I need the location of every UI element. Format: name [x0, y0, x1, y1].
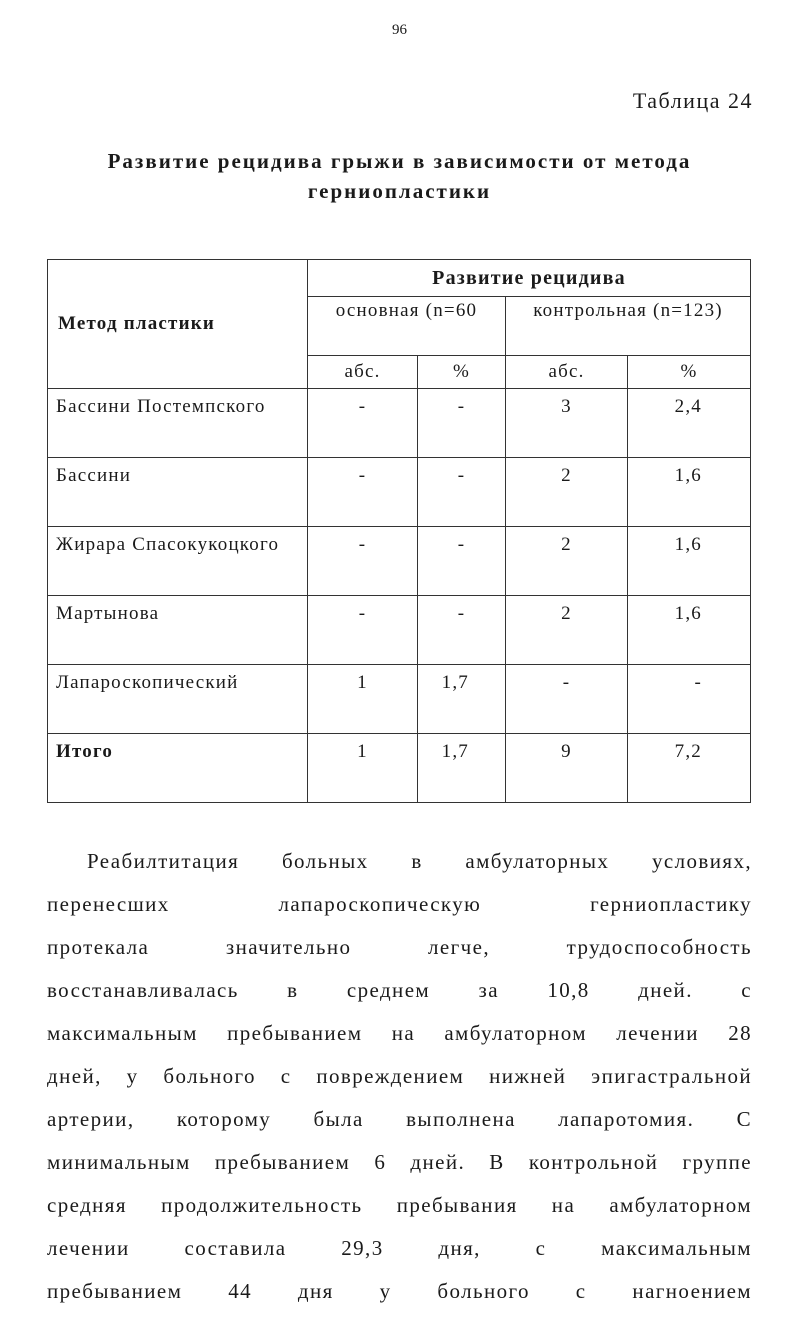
header-main-pct: % [418, 356, 506, 389]
control-pct-cell: 1,6 [628, 458, 751, 527]
header-method: Метод пластики [48, 260, 308, 389]
main-abs-cell: 1 [308, 665, 418, 734]
table-row [48, 389, 751, 458]
control-abs-cell: 3 [506, 389, 628, 458]
text-line: минимальным пребыванием 6 дней. В контрольной группе [47, 1150, 752, 1174]
header-main-abs: абс. [308, 356, 418, 389]
main-abs-cell: - [308, 527, 418, 596]
method-cell: Бассини Постемпского [48, 389, 308, 458]
method-cell: Мартынова [48, 596, 308, 665]
title-line-1: Развитие рецидива грыжи в зависимости от метода [107, 149, 692, 173]
control-abs-cell: 2 [506, 596, 628, 665]
text-line: максимальным пребыванием на амбулаторном лечении 28 [47, 1021, 752, 1045]
title-line-2: герниопластики [307, 179, 492, 203]
body-paragraph [47, 840, 752, 1313]
text-line: протекала значительно легче, трудоспособность [47, 935, 752, 959]
text-line: лечении составила 29,3 дня, с максимальным [47, 1236, 752, 1260]
table-title [40, 146, 759, 206]
page-number: 96 [392, 22, 407, 38]
control-pct-cell: 1,6 [628, 527, 751, 596]
header-control-group: контрольная (n=123) [506, 297, 751, 356]
main-abs-cell: - [308, 458, 418, 527]
header-control-pct: % [628, 356, 751, 389]
main-abs-cell: 1 [308, 734, 418, 803]
main-abs-cell: - [308, 596, 418, 665]
table-row [48, 665, 751, 734]
control-abs-cell: - [506, 665, 628, 734]
main-pct-cell: 1,7 [418, 665, 506, 734]
method-cell: Лапароскопический [48, 665, 308, 734]
control-abs-cell: 9 [506, 734, 628, 803]
main-pct-cell: - [418, 596, 506, 665]
main-abs-cell: - [308, 389, 418, 458]
control-pct-cell: - [628, 665, 751, 734]
table-row [48, 458, 751, 527]
table-label: Таблица 24 [632, 88, 753, 113]
control-pct-cell: 7,2 [628, 734, 751, 803]
table-row [48, 527, 751, 596]
header-main-group: основная (n=60 [308, 297, 506, 356]
control-abs-cell: 2 [506, 527, 628, 596]
method-cell: Жирара Спасокукоцкого [48, 527, 308, 596]
text-line: пребыванием 44 дня у больного с нагноением [47, 1279, 752, 1303]
table-row-total [48, 734, 751, 803]
main-pct-cell: - [418, 458, 506, 527]
method-cell-total: Итого [48, 734, 308, 803]
table-row [48, 596, 751, 665]
text-line: перенесших лапароскопическую герниопластику [47, 892, 752, 916]
text-line: артерии, которому была выполнена лапаротомия. С [47, 1107, 752, 1131]
main-pct-cell: - [418, 527, 506, 596]
text-line: восстанавливалась в среднем за 10,8 дней. с [47, 978, 752, 1002]
text-line: Реабилтитация больных в амбулаторных условиях, [87, 849, 752, 873]
text-line: дней, у больного с повреждением нижней эпигастральной [47, 1064, 752, 1088]
control-pct-cell: 1,6 [628, 596, 751, 665]
text-line: средняя продолжительность пребывания на амбулаторном [47, 1193, 752, 1217]
control-pct-cell: 2,4 [628, 389, 751, 458]
control-abs-cell: 2 [506, 458, 628, 527]
method-cell: Бассини [48, 458, 308, 527]
header-recurrence: Развитие рецидива [308, 260, 751, 297]
recurrence-table [47, 259, 751, 803]
header-control-abs: абс. [506, 356, 628, 389]
main-pct-cell: 1,7 [418, 734, 506, 803]
main-pct-cell: - [418, 389, 506, 458]
